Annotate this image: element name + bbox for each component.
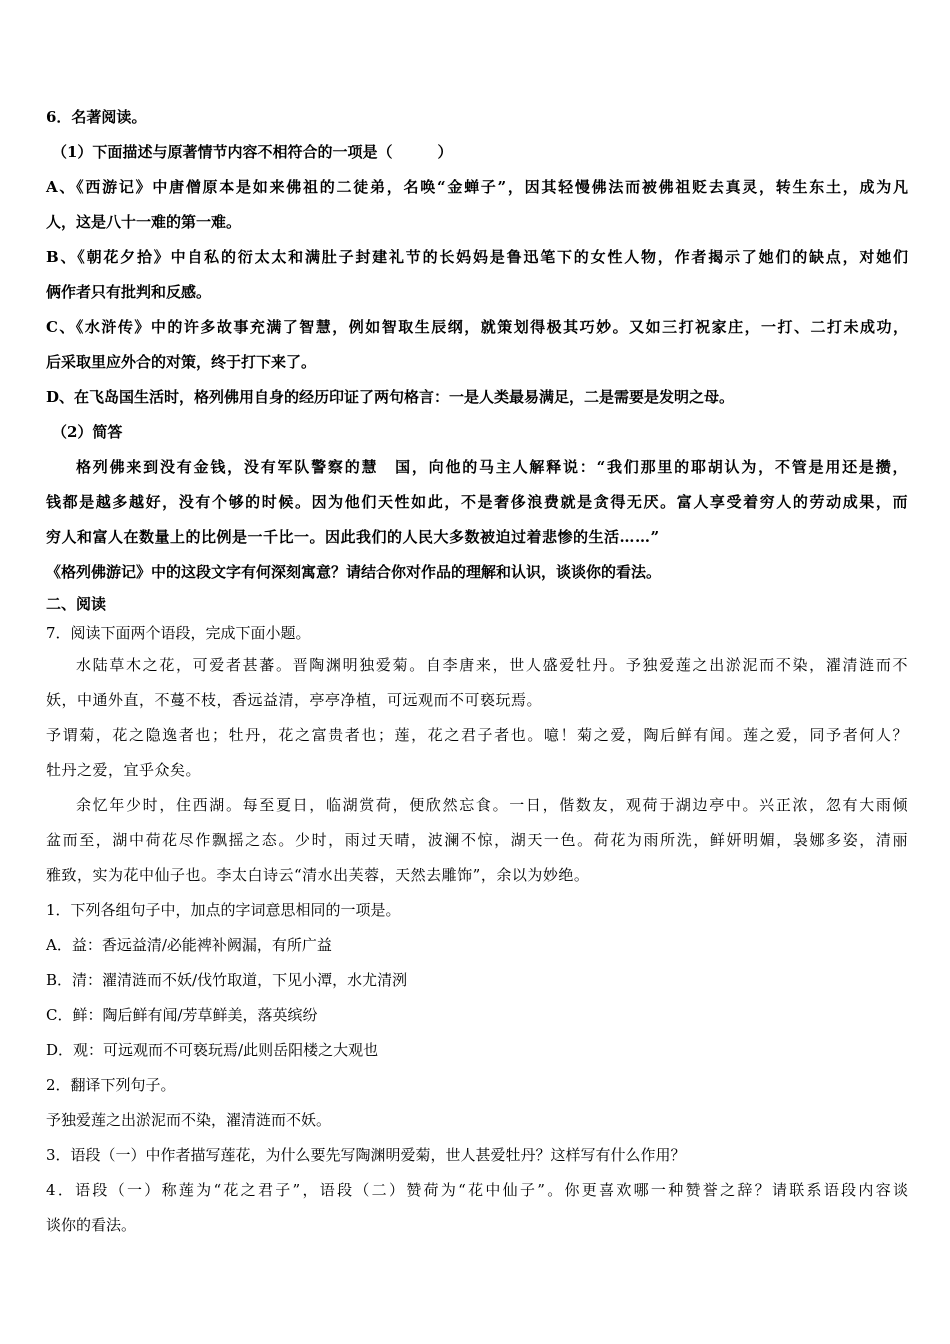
document-page (46, 100, 908, 1243)
sub-question-1-option-b: B．清：濯清涟而不妖/伐竹取道，下见小潭，水尤清洌 (46, 971, 408, 989)
passage2-line3: 雅致，实为花中仙子也。李太白诗云“清水出芙蓉，天然去雕饰”，余以为妙绝。 (46, 866, 590, 884)
q6-quote-line1: 格列佛来到没有金钱，没有军队警察的慧 国，向他的马主人解释说：“我们那里的耶胡认为，不管是用还是攒， (76, 458, 908, 476)
sub-question-2: 2．翻译下列句子。 (46, 1076, 176, 1094)
q6-option-b-line1: B、《朝花夕拾》中自私的衍太太和满肚子封建礼节的长妈妈是鲁迅笔下的女性人物，作者揭示了她们的缺点，对她们 (46, 248, 908, 266)
passage1-line1: 水陆草木之花，可爱者甚蕃。晋陶渊明独爱菊。自李唐来，世人盛爱牡丹。予独爱莲之出淤泥而不染，濯清涟而不 (76, 656, 908, 674)
passage1-line3: 予谓菊，花之隐逸者也；牡丹，花之富贵者也；莲，花之君子者也。噫！菊之爱，陶后鲜有闻。莲之爱，同予者何人？ (46, 726, 908, 744)
q6-option-c-line1: C、《水浒传》中的许多故事充满了智慧，例如智取生辰纲，就策划得极其巧妙。又如三打祝家庄，一打、二打未成功， (46, 318, 908, 336)
passage1-line4: 牡丹之爱，宜乎众矣。 (46, 761, 202, 779)
q6-option-c-line2: 后采取里应外合的对策，终于打下来了。 (46, 353, 317, 371)
q6-option-d: D、在飞岛国生活时，格列佛用自身的经历印证了两句格言：一是人类最易满足，二是需要是发明之母。 (46, 388, 735, 406)
passage2-line1: 余忆年少时，住西湖。每至夏日，临湖赏荷，便欣然忘食。一日，偕数友，观荷于湖边亭中。兴正浓，忽有大雨倾 (76, 796, 908, 814)
q7-intro: 7．阅读下面两个语段，完成下面小题。 (46, 624, 311, 642)
section2-title: 二、阅读 (46, 595, 107, 613)
q6-option-a-line2: 人，这是八十一难的第一难。 (46, 213, 242, 231)
sub-question-2-sentence: 予独爱莲之出淤泥而不染，濯清涟而不妖。 (46, 1111, 332, 1129)
sub-question-1-option-c: C．鲜：陶后鲜有闻/芳草鲜美，落英缤纷 (46, 1006, 318, 1024)
q6-part1-header: （1）下面描述与原著情节内容不相符合的一项是（ ） (52, 143, 453, 161)
q6-quote-line2: 钱都是越多越好，没有个够的时候。因为他们天性如此，不是奢侈浪费就是贪得无厌。富人享受着穷人的劳动成果，而 (46, 493, 908, 511)
q6-part2-header: （2）简答 (52, 423, 123, 441)
passage2-line2: 盆而至，湖中荷花尽作飘摇之态。少时，雨过天晴，波澜不惊，湖天一色。荷花为雨所洗，鲜妍明媚，袅娜多姿，清丽 (46, 831, 908, 849)
sub-question-1-option-d: D．观：可远观而不可亵玩焉/此则岳阳楼之大观也 (46, 1041, 379, 1059)
q6-question: 《格列佛游记》中的这段文字有何深刻寓意？请结合你对作品的理解和认识，谈谈你的看法。 (46, 563, 662, 581)
q6-option-a-line1: A、《西游记》中唐僧原本是如来佛祖的二徒弟，名唤“金蝉子”，因其轻慢佛法而被佛祖贬去真灵，转生东土，成为凡 (46, 178, 908, 196)
passage1-line2: 妖，中通外直，不蔓不枝，香远益清，亭亭净植，可远观而不可亵玩焉。 (46, 691, 543, 709)
q6-title: 6．名著阅读。 (46, 108, 147, 126)
sub-question-4-line1: 4．语段（一）称莲为“花之君子”，语段（二）赞荷为“花中仙子”。你更喜欢哪一种赞誉之辞？请联系语段内容谈 (46, 1181, 908, 1199)
q6-quote-line3: 穷人和富人在数量上的比例是一千比一。因此我们的人民大多数被迫过着悲惨的生活……” (46, 528, 660, 546)
sub-question-1: 1．下列各组句子中，加点的字词意思相同的一项是。 (46, 901, 401, 919)
sub-question-3: 3．语段（一）中作者描写莲花，为什么要先写陶渊明爱菊，世人甚爱牡丹？这样写有什么作用？ (46, 1146, 686, 1164)
sub-question-4-line2: 谈你的看法。 (46, 1216, 137, 1234)
sub-question-1-option-a: A．益：香远益清/必能裨补阙漏，有所广益 (46, 936, 332, 954)
q6-option-b-line2: 俩作者只有批判和反感。 (46, 283, 212, 301)
